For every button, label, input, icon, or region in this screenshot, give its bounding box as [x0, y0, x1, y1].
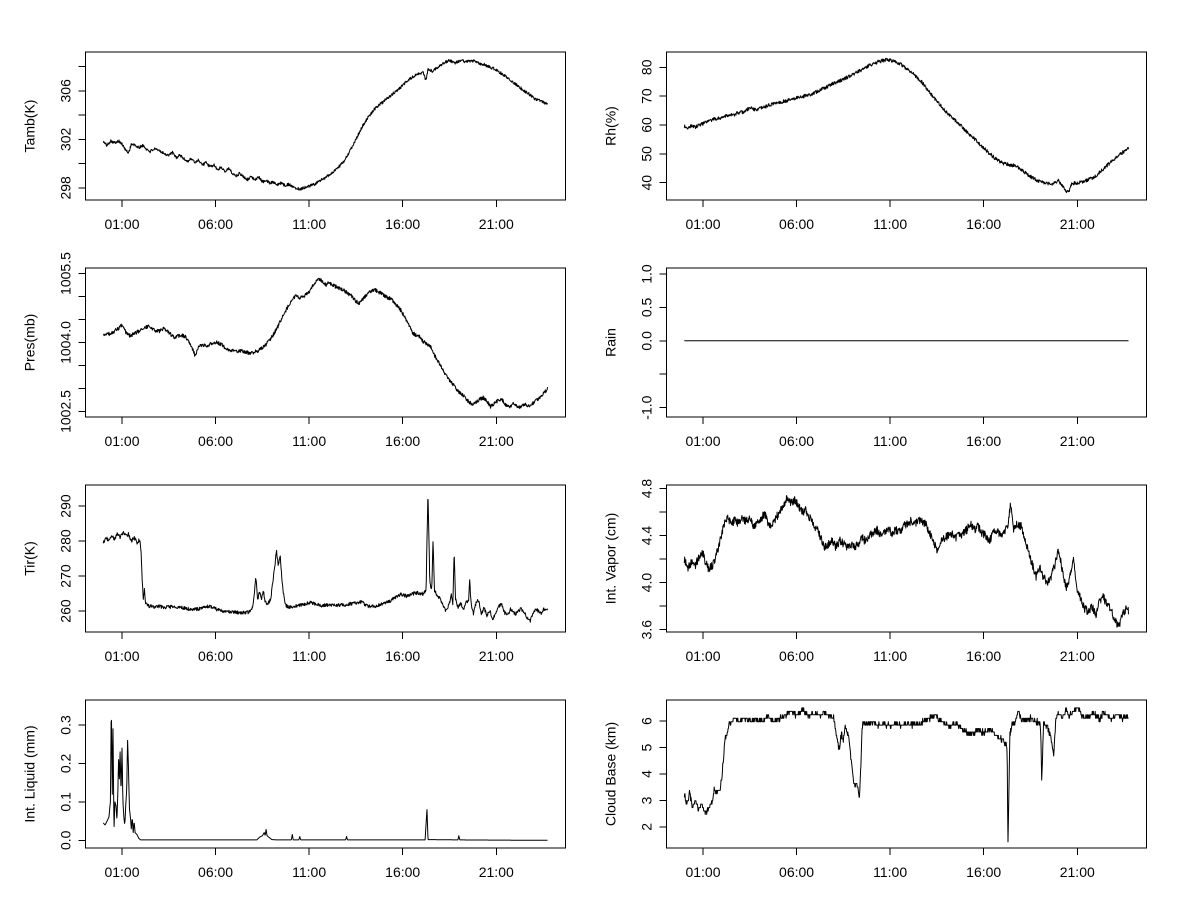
- x-tick-label: 11:00: [292, 216, 327, 232]
- y-tick-label: 4.0: [638, 572, 655, 593]
- x-tick-label: 01:00: [685, 864, 721, 880]
- plot-box-pres: [86, 268, 566, 417]
- series-line-pres: [103, 278, 547, 408]
- y-tick-label: 270: [57, 564, 74, 588]
- y-tick-label: 1004.0: [57, 321, 74, 364]
- y-tick-label: 60: [638, 117, 655, 133]
- x-tick-label: 16:00: [966, 864, 1002, 880]
- x-tick-label: 21:00: [1059, 216, 1095, 232]
- plot-box-rain: [667, 268, 1147, 417]
- x-tick-label: 11:00: [873, 648, 908, 664]
- x-tick-label: 11:00: [873, 864, 908, 880]
- x-tick-label: 21:00: [478, 216, 514, 232]
- series-line-vapor: [684, 496, 1128, 628]
- y-axis-title-cloud: Cloud Base (km): [602, 721, 619, 827]
- y-tick-label: 4: [638, 770, 655, 778]
- x-tick-label: 06:00: [198, 433, 234, 449]
- panel-cloud: [603, 700, 1147, 880]
- y-tick-label: 0.2: [57, 753, 74, 774]
- y-axis-title-tamb: Tamb(K): [21, 99, 38, 153]
- y-tick-label: 280: [57, 529, 74, 553]
- x-tick-label: 16:00: [385, 864, 421, 880]
- x-tick-label: 16:00: [385, 433, 421, 449]
- panel-rh: [603, 52, 1147, 232]
- x-tick-label: 16:00: [966, 433, 1002, 449]
- panel-liquid: [22, 700, 566, 880]
- x-tick-label: 21:00: [478, 433, 514, 449]
- x-tick-label: 01:00: [104, 216, 140, 232]
- y-tick-label: 50: [638, 146, 655, 162]
- y-tick-label: -1.0: [638, 395, 655, 420]
- x-tick-label: 11:00: [292, 433, 327, 449]
- y-tick-label: 0.0: [638, 331, 655, 351]
- x-tick-label: 01:00: [104, 864, 140, 880]
- x-tick-label: 06:00: [198, 864, 234, 880]
- x-tick-label: 21:00: [478, 864, 514, 880]
- x-tick-label: 01:00: [685, 648, 721, 664]
- x-tick-label: 16:00: [966, 648, 1002, 664]
- x-tick-label: 06:00: [779, 433, 815, 449]
- x-tick-label: 16:00: [385, 216, 421, 232]
- x-tick-label: 21:00: [1059, 433, 1095, 449]
- x-tick-label: 11:00: [873, 433, 908, 449]
- series-line-liquid: [103, 720, 547, 840]
- panel-tir: [22, 485, 566, 664]
- y-tick-label: 290: [57, 494, 74, 518]
- x-tick-label: 06:00: [198, 216, 234, 232]
- x-tick-label: 01:00: [104, 648, 140, 664]
- y-tick-label: 2: [638, 822, 655, 831]
- panel-vapor: [603, 479, 1147, 664]
- x-tick-label: 16:00: [966, 216, 1002, 232]
- y-tick-label: 3: [638, 796, 655, 805]
- y-axis-title-liquid: Int. Liquid (mm): [21, 725, 38, 823]
- x-tick-label: 16:00: [385, 648, 421, 664]
- x-tick-label: 01:00: [104, 433, 140, 449]
- panel-pres: [22, 252, 566, 449]
- x-tick-label: 06:00: [198, 648, 234, 664]
- x-tick-label: 01:00: [685, 433, 721, 449]
- y-tick-label: 1002.5: [57, 390, 74, 433]
- series-line-tamb: [103, 60, 547, 191]
- x-tick-label: 21:00: [1059, 864, 1095, 880]
- y-tick-label: 0.1: [57, 792, 74, 812]
- y-tick-label: 298: [57, 176, 74, 200]
- y-tick-label: 4.4: [638, 525, 655, 546]
- y-tick-label: 306: [57, 79, 74, 103]
- y-axis-title-rh: Rh(%): [602, 106, 619, 146]
- y-tick-label: 1005.5: [57, 252, 74, 295]
- plot-box-liquid: [86, 700, 566, 848]
- x-tick-label: 01:00: [685, 216, 721, 232]
- series-line-cloud: [684, 708, 1128, 842]
- x-tick-label: 06:00: [779, 216, 815, 232]
- x-tick-label: 21:00: [478, 648, 514, 664]
- y-tick-label: 6: [638, 717, 655, 726]
- y-tick-label: 70: [638, 88, 655, 104]
- y-tick-label: 0.5: [638, 297, 655, 318]
- y-axis-title-rain: Rain: [602, 328, 619, 357]
- y-tick-label: 0.3: [57, 715, 74, 735]
- y-axis-title-pres: Pres(mb): [21, 313, 38, 372]
- y-tick-label: 80: [638, 59, 655, 76]
- plot-box-vapor: [667, 485, 1147, 632]
- y-tick-label: 3.6: [638, 619, 655, 640]
- y-tick-label: 5: [638, 743, 655, 752]
- y-tick-label: 40: [638, 174, 655, 191]
- plot-box-rh: [667, 52, 1147, 200]
- y-tick-label: 260: [57, 599, 74, 623]
- x-tick-label: 11:00: [292, 864, 327, 880]
- series-line-tir: [103, 500, 547, 623]
- panel-tamb: [22, 52, 566, 232]
- x-tick-label: 21:00: [1059, 648, 1095, 664]
- y-axis-title-tir: Tir(K): [21, 541, 38, 576]
- y-tick-label: 302: [57, 127, 74, 152]
- x-tick-label: 11:00: [292, 648, 327, 664]
- y-tick-label: 4.8: [638, 478, 655, 499]
- x-tick-label: 06:00: [779, 864, 815, 880]
- panel-rain: [603, 264, 1147, 449]
- x-tick-label: 11:00: [873, 216, 908, 232]
- series-line-rh: [684, 58, 1128, 192]
- y-tick-label: 1.0: [638, 264, 655, 284]
- plot-box-tir: [86, 485, 566, 632]
- y-axis-title-vapor: Int. Vapor (cm): [602, 512, 619, 605]
- y-tick-label: 0.0: [57, 830, 74, 851]
- x-tick-label: 06:00: [779, 648, 815, 664]
